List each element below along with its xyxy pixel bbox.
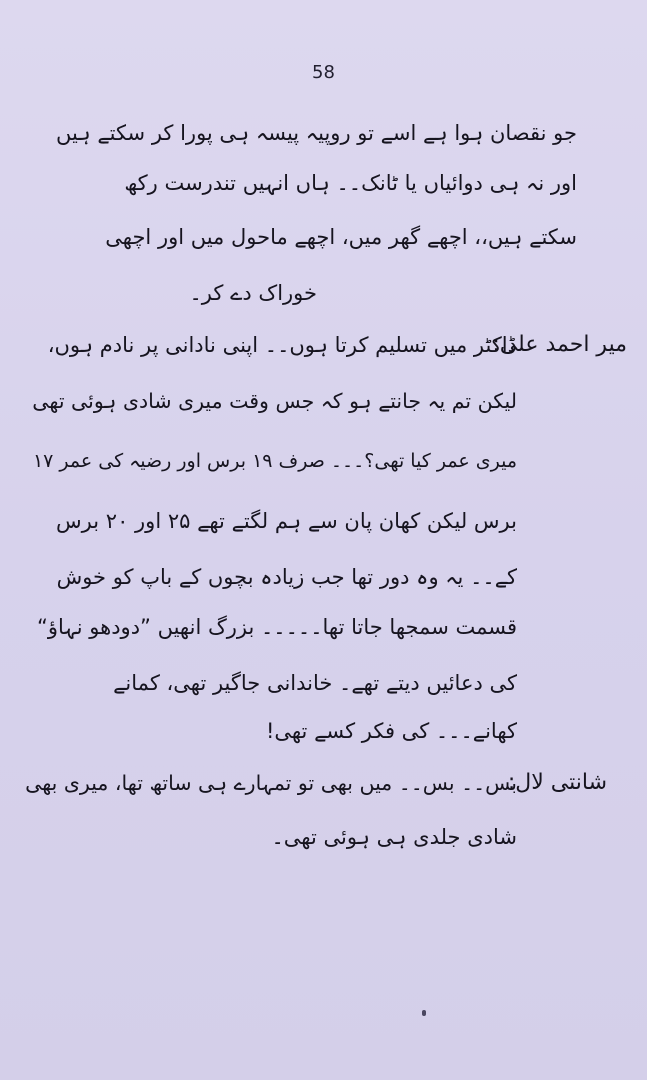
ink-mark [422,1010,426,1016]
text-line: کی دعائیں دیتے تھے۔ خاندانی جاگیر تھی، کمانے [113,671,517,695]
speaker-label: شانتی لال: [507,770,607,795]
speaker-label: میر احمد علی: [492,332,627,357]
text-line: سکتے ہیں،، اچھے گھر میں، اچھے ماحول میں اور اچھی [105,225,577,249]
text-line: میری عمر کیا تھی؟۔۔۔ صرف ۱۹ برس اور رضیہ کی عمر ۱۷ [32,450,517,472]
text-line: برس لیکن کھان پان سے ہم لگتے تھے ۲۵ اور ۲۰ برس [56,509,517,533]
text-line: بس۔۔ بس۔۔ میں بھی تو تمہارے ہی ساتھ تھا، میری بھی [25,771,517,795]
text-line: جو نقصان ہوا ہے اسے تو روپیہ پیسہ ہی پورا کر سکتے ہیں [56,121,577,145]
text-line: قسمت سمجھا جاتا تھا۔۔۔۔۔ بزرگ انھیں ”دودھو نہاؤ“ [37,615,517,639]
text-line: لیکن تم یہ جانتے ہو کہ جس وقت میری شادی ہوئی تھی [32,389,517,413]
text-line: کے۔۔ یہ وہ دور تھا جب زیادہ بچوں کے باپ کو خوش [56,565,517,589]
text-line: کھانے۔۔۔ کی فکر کسے تھی! [265,719,517,743]
text-line: خوراک دے کر۔ [189,281,317,305]
text-line: اور نہ ہی دوائیاں یا ٹانک۔۔ ہاں انہیں تندرست رکھ [124,171,577,195]
text-line: شادی جلدی ہی ہوئی تھی۔ [271,825,517,849]
page-number: 58 [312,62,335,83]
text-line: ڈاکٹر میں تسلیم کرتا ہوں۔۔ اپنی نادانی پر نادم ہوں، [47,333,517,357]
